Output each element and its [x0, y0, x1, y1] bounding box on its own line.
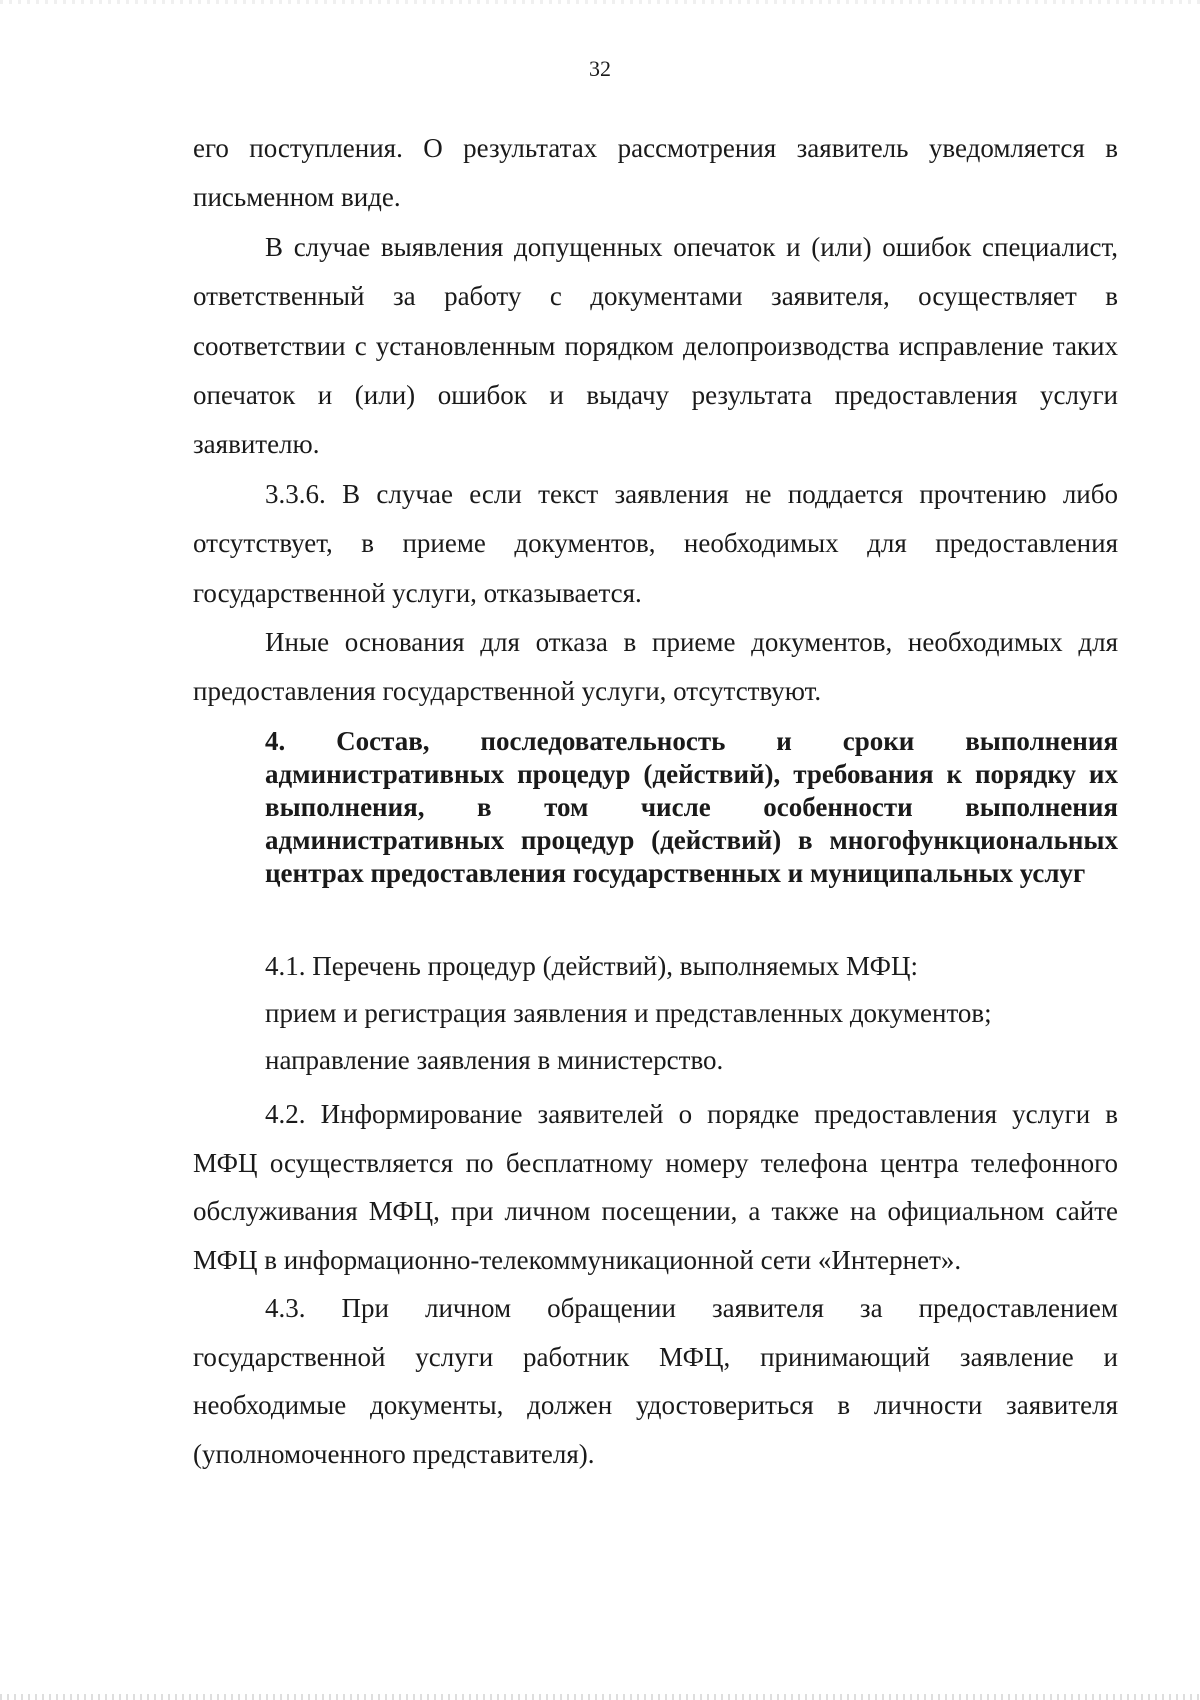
paragraph: 3.3.6. В случае если текст заявления не поддается прочтению либо отсутствует, в приеме документов, необходимых для предоставления государственной услуги, отказывается.: [193, 478, 1118, 608]
list-item: 4.1. Перечень процедур (действий), выполняемых МФЦ:: [265, 951, 918, 981]
scan-edge-top: [0, 0, 1200, 4]
scan-edge-bottom: [0, 1694, 1200, 1700]
page-number: 32: [589, 56, 611, 81]
section-body-block: [193, 1090, 1118, 1478]
paragraph: его поступления. О результатах рассмотрения заявитель уведомляется в письменном виде.: [193, 133, 1118, 213]
body-text-block: [193, 124, 1118, 717]
procedure-list: [193, 943, 1118, 1084]
paragraph: Иные основания для отказа в приеме документов, необходимых для предоставления государственной услуги, отсутствуют.: [193, 627, 1118, 707]
paragraph: 4.2. Информирование заявителей о порядке предоставления услуги в МФЦ осуществляется по бесплатному номеру телефона центра телефонного обслуживания МФЦ, при личном посещении, а также на официальном сайте МФЦ в информационно-телекоммуникационной сети «Интернет».: [193, 1099, 1118, 1275]
paragraph: В случае выявления допущенных опечаток и (или) ошибок специалист, ответственный за работу с документами заявителя, осуществляет в соответствии с установленным порядком делопроизводства исправление таких опечаток и (или) ошибок и выдачу результата предоставления услуги заявителю.: [193, 231, 1118, 460]
list-item: прием и регистрация заявления и представленных документов;: [265, 998, 992, 1028]
paragraph: 4.3. При личном обращении заявителя за предоставлением государственной услуги работник МФЦ, принимающий заявление и необходимые документы, должен удостовериться в личности заявителя (уполномоченного представителя).: [193, 1293, 1118, 1469]
section-heading: 4. Состав, последовательность и сроки выполнения административных процедур (действий), требования к порядку их выполнения, в том числе особенности выполнения административных процедур (действий) в многофункциональных центрах предоставления государственных и муниципальных услуг: [265, 726, 1118, 888]
list-item: направление заявления в министерство.: [265, 1045, 724, 1075]
